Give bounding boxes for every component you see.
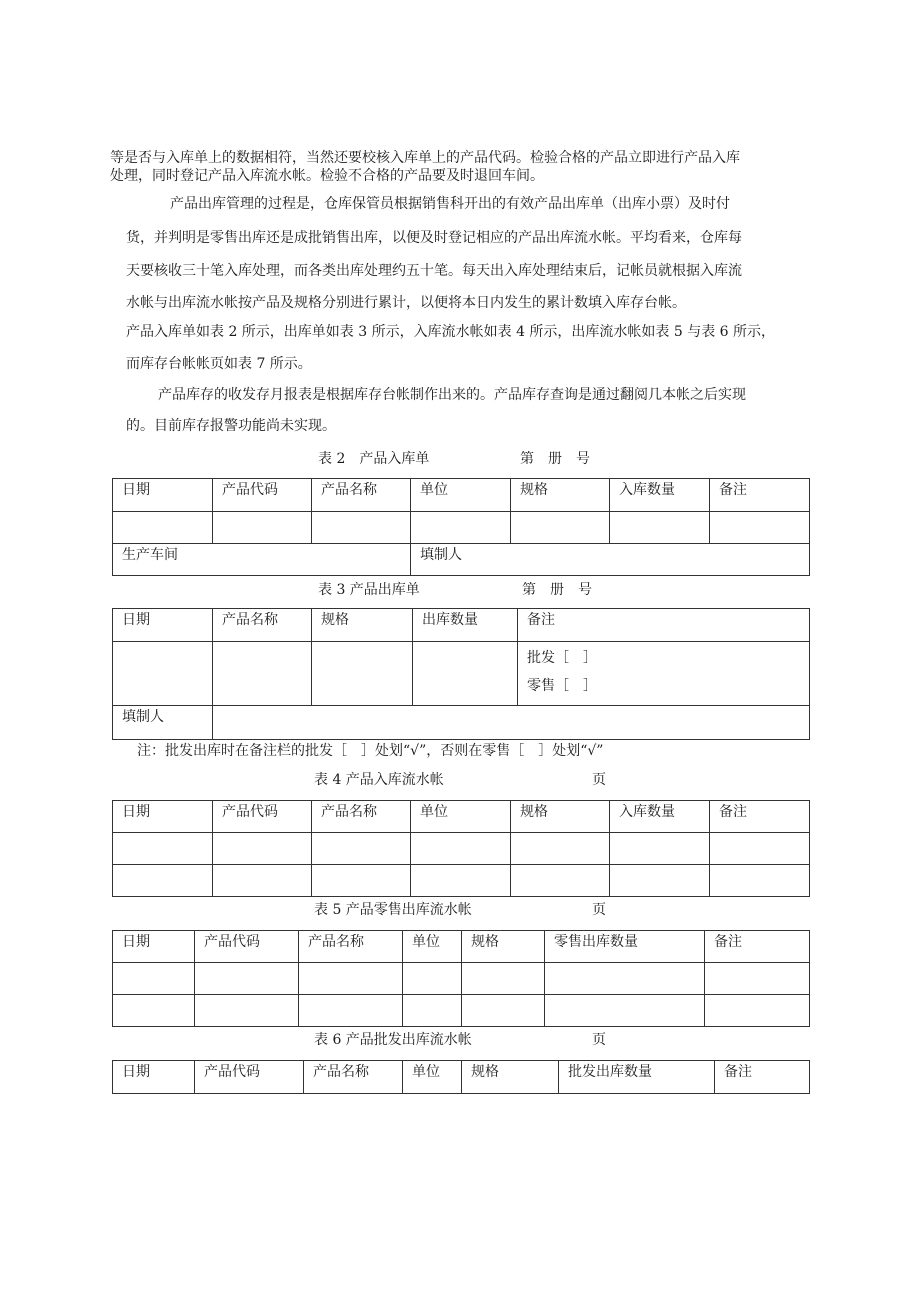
table-3-product-outbound-slip xyxy=(112,608,810,740)
paragraph-2-line-4: 水帐与出库流水帐按产品及规格分别进行累计，以便将本日内发生的累计数填入库存台帐。 xyxy=(126,295,686,311)
table-cell[interactable] xyxy=(113,833,213,865)
header-date: 日期 xyxy=(113,801,213,833)
header-product-code: 产品代码 xyxy=(195,931,299,963)
paragraph-1-line-1: 等是否与入库单上的数据相符，当然还要校核入库单上的产品代码。检验合格的产品立即进行产品入库 xyxy=(110,150,740,166)
table-3-caption: 表 3 产品出库单 xyxy=(318,582,420,598)
table-cell[interactable] xyxy=(299,995,403,1027)
header-unit: 单位 xyxy=(403,931,462,963)
table-cell[interactable] xyxy=(411,833,511,865)
table-cell[interactable] xyxy=(710,833,810,865)
note-text: 注：批发出库时在备注栏的批发［ ］处划“√”，否则在零售［ ］处划“√” xyxy=(137,743,604,759)
table-cell[interactable] xyxy=(113,995,195,1027)
table-cell[interactable] xyxy=(312,833,411,865)
header-product-name: 产品名称 xyxy=(299,931,403,963)
table-cell[interactable] xyxy=(113,865,213,897)
header-retail-outbound-qty: 零售出库数量 xyxy=(545,931,705,963)
table-2-product-inbound-slip xyxy=(112,478,810,576)
header-spec: 规格 xyxy=(312,609,413,642)
table-cell[interactable] xyxy=(545,995,705,1027)
table-2-caption-suffix: 第 册 号 xyxy=(520,451,590,467)
header-unit: 单位 xyxy=(403,1061,462,1094)
table-cell[interactable] xyxy=(545,963,705,995)
table-2-caption: 表 2 产品入库单 xyxy=(318,451,430,467)
header-spec: 规格 xyxy=(462,931,545,963)
table-cell[interactable] xyxy=(411,512,511,544)
table-cell[interactable] xyxy=(113,963,195,995)
header-date: 日期 xyxy=(113,931,195,963)
table-cell[interactable] xyxy=(213,512,312,544)
table-5-caption: 表 5 产品零售出库流水帐 xyxy=(314,902,472,918)
header-remarks: 备注 xyxy=(705,931,810,963)
table-cell[interactable] xyxy=(195,995,299,1027)
table-cell[interactable] xyxy=(511,512,610,544)
table-cell[interactable] xyxy=(511,833,610,865)
header-product-name: 产品名称 xyxy=(304,1061,403,1094)
filled-by-value[interactable] xyxy=(213,706,810,740)
table-cell[interactable] xyxy=(403,995,462,1027)
table-cell[interactable] xyxy=(462,995,545,1027)
header-unit: 单位 xyxy=(411,479,511,512)
table-cell[interactable] xyxy=(705,963,810,995)
header-product-name: 产品名称 xyxy=(213,609,312,642)
production-workshop-label: 生产车间 xyxy=(113,544,411,576)
header-product-code: 产品代码 xyxy=(213,479,312,512)
table-cell[interactable] xyxy=(113,642,213,706)
header-unit: 单位 xyxy=(411,801,511,833)
table-cell[interactable] xyxy=(195,963,299,995)
table-cell[interactable] xyxy=(312,512,411,544)
filled-by-label: 填制人 xyxy=(411,544,810,576)
table-4-caption: 表 4 产品入库流水帐 xyxy=(314,772,444,788)
table-cell[interactable] xyxy=(312,865,411,897)
header-remarks: 备注 xyxy=(710,801,810,833)
table-cell[interactable] xyxy=(299,963,403,995)
paragraph-2-line-3: 天要核收三十笔入库处理，而各类出库处理约五十笔。每天出入库处理结束后，记帐员就根据入库流 xyxy=(126,263,742,279)
table-cell[interactable] xyxy=(213,833,312,865)
table-6-caption-suffix: 页 xyxy=(592,1032,606,1048)
table-5-caption-suffix: 页 xyxy=(592,902,606,918)
header-product-name: 产品名称 xyxy=(312,479,411,512)
header-spec: 规格 xyxy=(462,1061,559,1094)
filled-by-label: 填制人 xyxy=(113,706,213,740)
paragraph-2-line-2: 货，并判明是零售出库还是成批销售出库，以便及时登记相应的产品出库流水帐。平均看来，仓库每 xyxy=(126,230,742,246)
header-date: 日期 xyxy=(113,479,213,512)
paragraph-4-line-2: 的。目前库存报警功能尚未实现。 xyxy=(126,418,336,434)
header-spec: 规格 xyxy=(511,801,610,833)
header-product-code: 产品代码 xyxy=(213,801,312,833)
table-4-caption-suffix: 页 xyxy=(592,772,606,788)
table-cell[interactable] xyxy=(403,963,462,995)
header-inbound-qty: 入库数量 xyxy=(610,801,710,833)
table-cell[interactable] xyxy=(610,833,710,865)
table-cell[interactable] xyxy=(610,512,710,544)
table-cell[interactable] xyxy=(411,865,511,897)
remarks-cell xyxy=(518,642,810,706)
table-6-caption: 表 6 产品批发出库流水帐 xyxy=(314,1032,472,1048)
paragraph-4-line-1: 产品库存的收发存月报表是根据库存台帐制作出来的。产品库存查询是通过翻阅几本帐之后实现 xyxy=(158,387,746,403)
table-cell[interactable] xyxy=(462,963,545,995)
header-product-code: 产品代码 xyxy=(195,1061,304,1094)
header-remarks: 备注 xyxy=(518,609,810,642)
table-cell[interactable] xyxy=(213,865,312,897)
table-cell[interactable] xyxy=(113,512,213,544)
table-3-caption-suffix: 第 册 号 xyxy=(522,582,592,598)
table-6-wholesale-outbound-ledger xyxy=(112,1060,810,1094)
wholesale-checkbox[interactable]: 批发［ ］ xyxy=(527,650,597,666)
table-cell[interactable] xyxy=(213,642,312,706)
paragraph-3-line-1: 产品入库单如表 2 所示，出库单如表 3 所示，入库流水帐如表 4 所示，出库流水帐如表 5 与表 6 所示， xyxy=(126,324,776,340)
table-cell[interactable] xyxy=(710,865,810,897)
header-remarks: 备注 xyxy=(710,479,810,512)
header-date: 日期 xyxy=(113,1061,195,1094)
table-5-retail-outbound-ledger xyxy=(112,930,810,1027)
header-inbound-qty: 入库数量 xyxy=(610,479,710,512)
table-cell[interactable] xyxy=(511,865,610,897)
header-date: 日期 xyxy=(113,609,213,642)
header-spec: 规格 xyxy=(511,479,610,512)
table-4-inbound-ledger xyxy=(112,800,810,897)
header-remarks: 备注 xyxy=(715,1061,810,1094)
table-cell[interactable] xyxy=(610,865,710,897)
table-cell[interactable] xyxy=(705,995,810,1027)
header-outbound-qty: 出库数量 xyxy=(413,609,518,642)
header-wholesale-outbound-qty: 批发出库数量 xyxy=(559,1061,715,1094)
header-product-name: 产品名称 xyxy=(312,801,411,833)
paragraph-1-line-2: 处理，同时登记产品入库流水帐。检验不合格的产品要及时退回车间。 xyxy=(110,168,544,184)
paragraph-3-line-2: 而库存台帐帐页如表 7 所示。 xyxy=(126,356,312,372)
retail-checkbox[interactable]: 零售［ ］ xyxy=(527,678,597,694)
paragraph-2-line-1: 产品出库管理的过程是，仓库保管员根据销售科开出的有效产品出库单（出库小票）及时付 xyxy=(170,196,730,212)
table-cell[interactable] xyxy=(710,512,810,544)
table-cell[interactable] xyxy=(413,642,518,706)
table-cell[interactable] xyxy=(312,642,413,706)
